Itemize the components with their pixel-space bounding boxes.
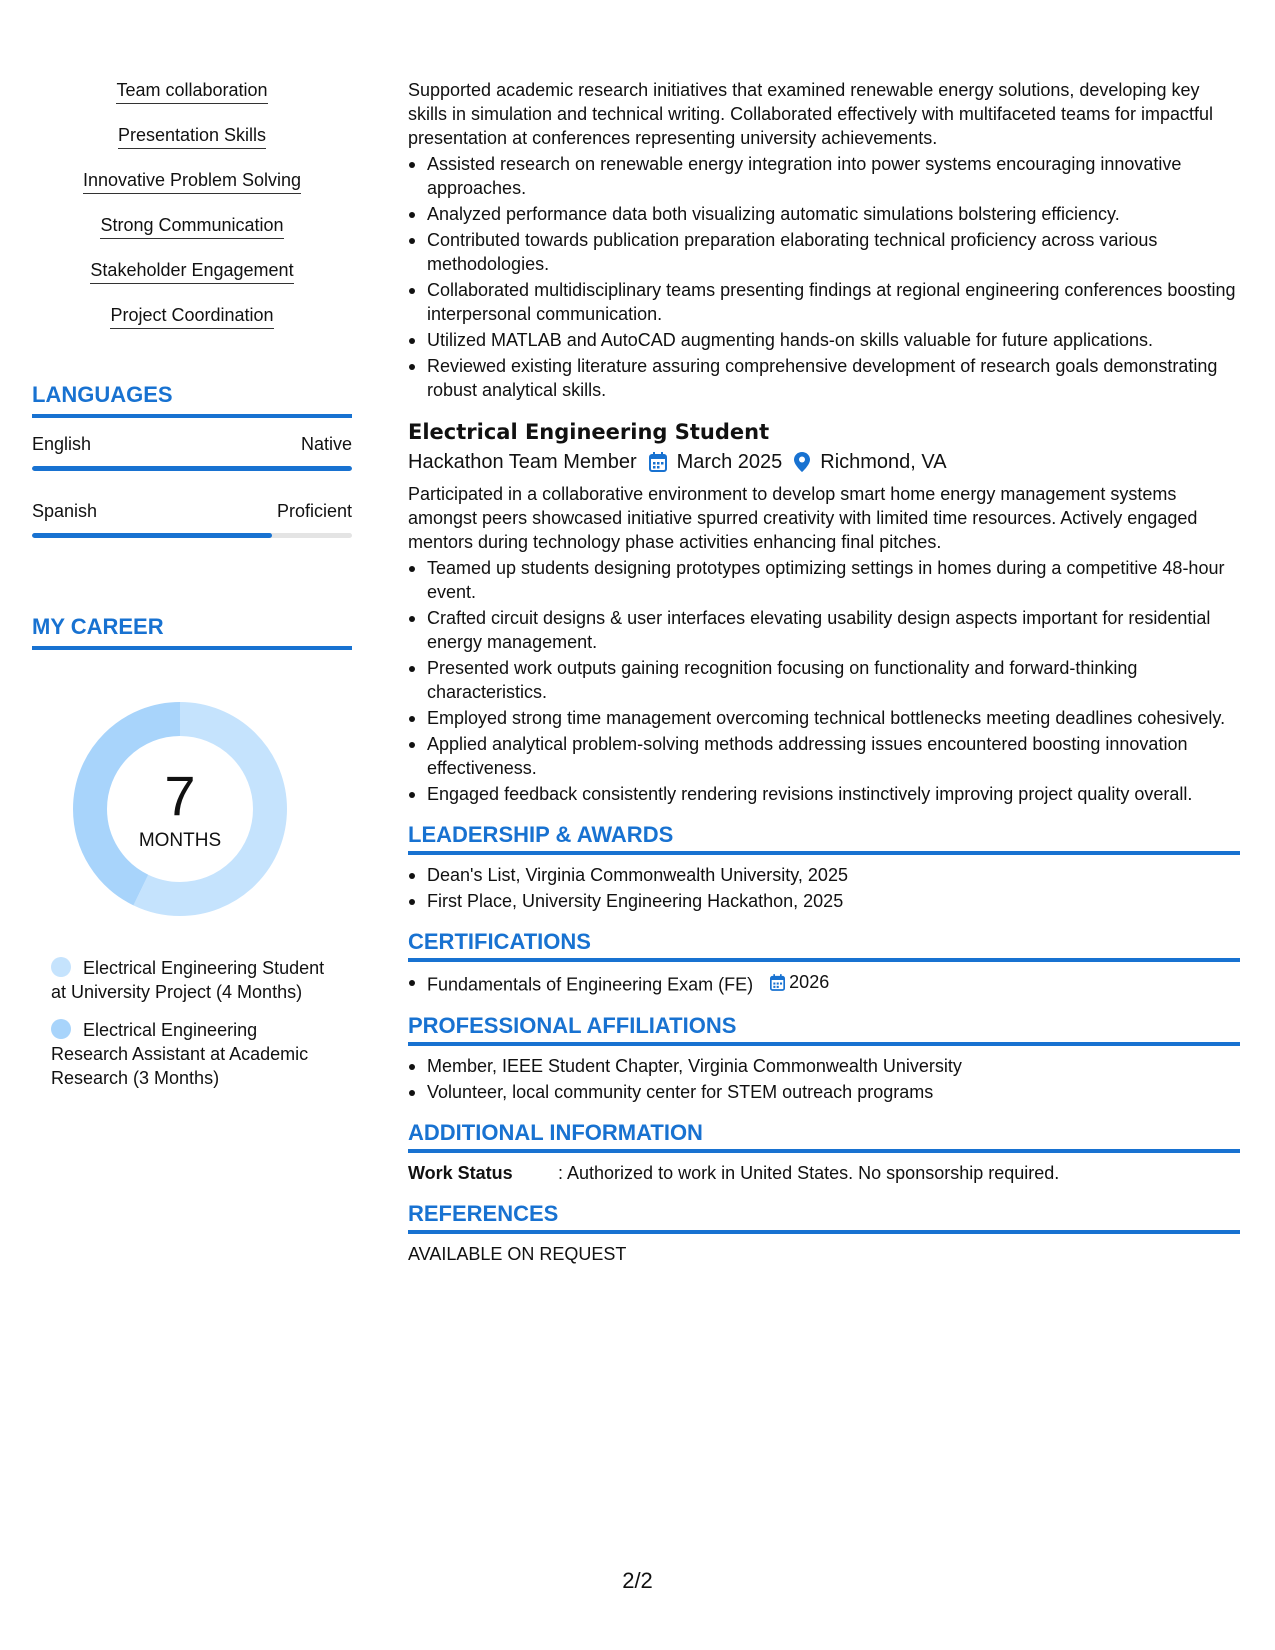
bullet-item: Analyzed performance data both visualizing automatic simulations bolstering efficiency. — [408, 202, 1240, 226]
calendar-icon — [649, 452, 667, 472]
calendar-icon — [770, 974, 785, 991]
languages-heading: LANGUAGES — [32, 382, 352, 418]
references-heading: REFERENCES — [408, 1201, 1240, 1234]
certification-name: Fundamentals of Engineering Exam (FE) — [427, 974, 754, 995]
experience-bullets — [408, 556, 1240, 806]
bullet-item: Teamed up students designing prototypes optimizing settings in homes during a competitive 48-hour event. — [408, 556, 1240, 604]
work-status-value: : Authorized to work in United States. No sponsorship required. — [558, 1162, 1060, 1183]
experience-summary: Supported academic research initiatives that examined renewable energy solutions, developing key skills in simulation and technical writing. Collaborated effectively with multifaceted teams for impactful presentation at conferences representing university achievements. — [408, 80, 1214, 148]
skill-item: Project Coordination — [32, 303, 352, 348]
award-item: Dean's List, Virginia Commonwealth University, 2025 — [408, 863, 1240, 887]
main-content — [408, 78, 1240, 1266]
skill-item: Team collaboration — [32, 78, 352, 123]
bullet-item: Engaged feedback consistently rendering revisions instinctively improving project quality overall. — [408, 782, 1240, 806]
additional-section — [408, 1120, 1240, 1185]
page-number: 2/2 — [622, 1568, 653, 1593]
sidebar — [32, 78, 352, 1104]
language-english — [32, 432, 352, 471]
affiliation-item: Volunteer, local community center for STEM outreach programs — [408, 1080, 1240, 1104]
job-date: March 2025 — [676, 451, 783, 473]
language-level-fill — [32, 533, 272, 538]
career-total: 7 — [164, 764, 196, 827]
skills-list — [32, 78, 352, 348]
bullet-item: Presented work outputs gaining recognition focusing on functionality and forward-thinking characteristics. — [408, 656, 1240, 704]
experience-summary: Participated in a collaborative environment to develop smart home energy management systems amongst peers showcased initiative spurred creativity with limited time resources. Actively engaged mentors during technology phase activities enhancing final pitches. — [408, 484, 1198, 552]
work-status-label: Work Status — [408, 1162, 513, 1183]
legend-item — [51, 1018, 332, 1090]
certifications-heading: CERTIFICATIONS — [408, 929, 1240, 962]
legend-dot — [51, 957, 71, 977]
career-donut-chart — [65, 694, 295, 924]
leadership-heading: LEADERSHIP & AWARDS — [408, 822, 1240, 855]
job-role: Hackathon Team Member — [408, 451, 637, 473]
bullet-item: Contributed towards publication preparation elaborating technical proficiency across various methodologies. — [408, 228, 1240, 276]
career-heading: MY CAREER — [32, 614, 352, 650]
career-legend — [32, 956, 332, 1090]
experience-hackathon — [408, 418, 1240, 806]
skill-item: Stakeholder Engagement — [32, 258, 352, 303]
additional-heading: ADDITIONAL INFORMATION — [408, 1120, 1240, 1153]
experience-bullets — [408, 152, 1240, 402]
language-spanish — [32, 499, 352, 538]
skill-item: Presentation Skills — [32, 123, 352, 168]
affiliations-section — [408, 1013, 1240, 1104]
references-section — [408, 1201, 1240, 1266]
affiliations-heading: PROFESSIONAL AFFILIATIONS — [408, 1013, 1240, 1046]
award-item: First Place, University Engineering Hackathon, 2025 — [408, 889, 1240, 913]
certifications-section — [408, 929, 1240, 997]
bullet-item: Reviewed existing literature assuring comprehensive development of research goals demonstrating robust analytical skills. — [408, 354, 1240, 402]
bullet-item: Applied analytical problem-solving methods addressing issues encountered boosting innovation effectiveness. — [408, 732, 1240, 780]
job-location: Richmond, VA — [820, 451, 947, 473]
job-meta — [408, 448, 1240, 476]
certification-year: 2026 — [789, 972, 830, 992]
language-name: English — [32, 434, 92, 454]
legend-item — [51, 956, 332, 1004]
job-title: Electrical Engineering Student — [408, 420, 770, 444]
bullet-item: Assisted research on renewable energy integration into power systems encouraging innovative approaches. — [408, 152, 1240, 200]
language-level-bar — [32, 466, 352, 471]
experience-research — [408, 78, 1240, 402]
language-level: Native — [300, 434, 352, 454]
affiliation-item: Member, IEEE Student Chapter, Virginia Commonwealth University — [408, 1054, 1240, 1078]
bullet-item: Utilized MATLAB and AutoCAD augmenting hands-on skills valuable for future applications. — [408, 328, 1240, 352]
career-unit: MONTHS — [138, 830, 222, 851]
language-level: Proficient — [276, 501, 352, 521]
language-level-fill — [32, 466, 352, 471]
skill-item: Strong Communication — [32, 213, 352, 258]
work-status-row — [408, 1161, 1240, 1185]
legend-label: Electrical Engineering Student at University Project (4 Months) — [51, 958, 325, 1002]
language-name: Spanish — [32, 501, 98, 521]
bullet-item: Employed strong time management overcoming technical bottlenecks meeting deadlines cohesively. — [408, 706, 1240, 730]
certification-item — [408, 970, 1240, 997]
location-pin-icon — [794, 452, 810, 472]
legend-dot — [51, 1019, 71, 1039]
legend-label: Electrical Engineering Research Assistant at Academic Research (3 Months) — [51, 1020, 309, 1088]
leadership-section — [408, 822, 1240, 913]
language-level-bar — [32, 533, 352, 538]
skill-item: Innovative Problem Solving — [32, 168, 352, 213]
references-text: AVAILABLE ON REQUEST — [408, 1243, 627, 1264]
bullet-item: Crafted circuit designs & user interfaces elevating usability design aspects important for residential energy management. — [408, 606, 1240, 654]
bullet-item: Collaborated multidisciplinary teams presenting findings at regional engineering conferences boosting interpersonal communication. — [408, 278, 1240, 326]
